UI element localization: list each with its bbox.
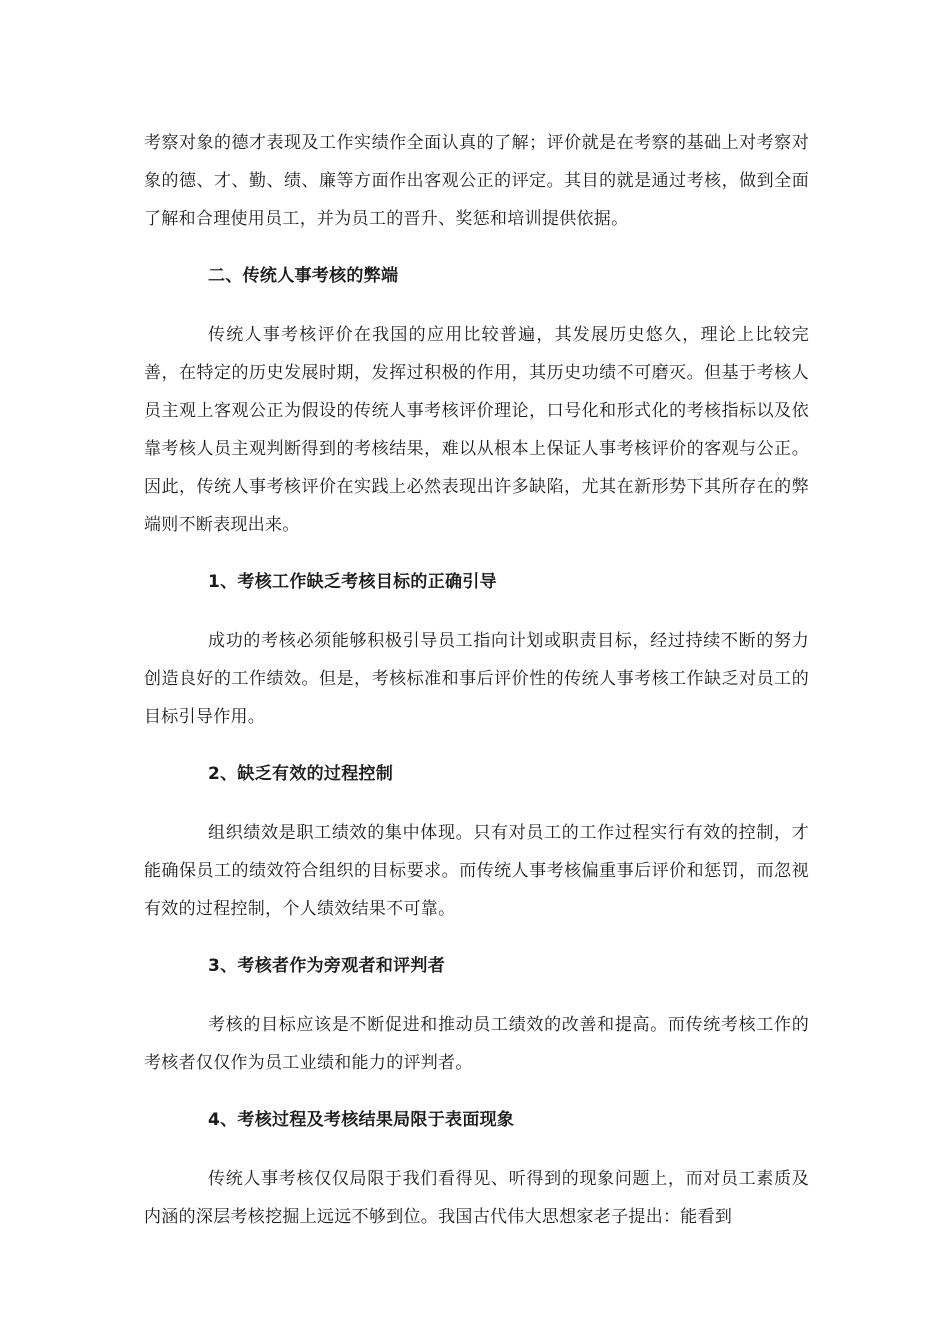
point4-paragraph: 传统人事考核仅仅局限于我们看得见、听得到的现象问题上，而对员工素质及内涵的深层考核挖掘上远远不够到位。我国古代伟大思想家老子提出：能看到: [144, 1169, 809, 1227]
point3-paragraph: 考核的目标应该是不断促进和推动员工绩效的改善和提高。而传统考核工作的考核者仅仅作为员工业绩和能力的评判者。: [144, 1015, 809, 1073]
point2-paragraph: 组织绩效是职工绩效的集中体现。只有对员工的工作过程实行有效的控制，才能确保员工的绩效符合组织的目标要求。而传统人事考核偏重事后评价和惩罚，而忽视有效的过程控制，个人绩效结果不可靠。: [144, 823, 809, 919]
section-two-heading: 二、传统人事考核的弊端: [208, 266, 399, 286]
section-two-paragraph: 传统人事考核评价在我国的应用比较普遍，其发展历史悠久，理论上比较完善，在特定的历史发展时期，发挥过积极的作用，其历史功绩不可磨灭。但基于考核人员主观上客观公正为假设的传统人事考核评价理论，口号化和形式化的考核指标以及依靠考核人员主观判断得到的考核结果，难以从根本上保证人事考核评价的客观与公正。因此，传统人事考核评价在实践上必然表现出许多缺陷，尤其在新形势下其所存在的弊端则不断表现出来。: [144, 325, 809, 535]
point1-heading: 1、考核工作缺乏考核目标的正确引导: [208, 572, 497, 592]
point2-heading: 2、缺乏有效的过程控制: [208, 764, 394, 784]
point3-heading: 3、考核者作为旁观者和评判者: [208, 956, 446, 976]
intro-paragraph: 考察对象的德才表现及工作实绩作全面认真的了解；评价就是在考察的基础上对考察对象的德、才、勤、绩、廉等方面作出客观公正的评定。其目的就是通过考核，做到全面了解和合理使用员工，并为员工的晋升、奖惩和培训提供依据。: [144, 133, 809, 229]
point4-heading: 4、考核过程及考核结果局限于表面现象: [208, 1110, 515, 1130]
document-body: [144, 124, 809, 1236]
point1-paragraph: 成功的考核必须能够积极引导员工指向计划或职责目标，经过持续不断的努力创造良好的工作绩效。但是，考核标准和事后评价性的传统人事考核工作缺乏对员工的目标引导作用。: [144, 631, 809, 727]
